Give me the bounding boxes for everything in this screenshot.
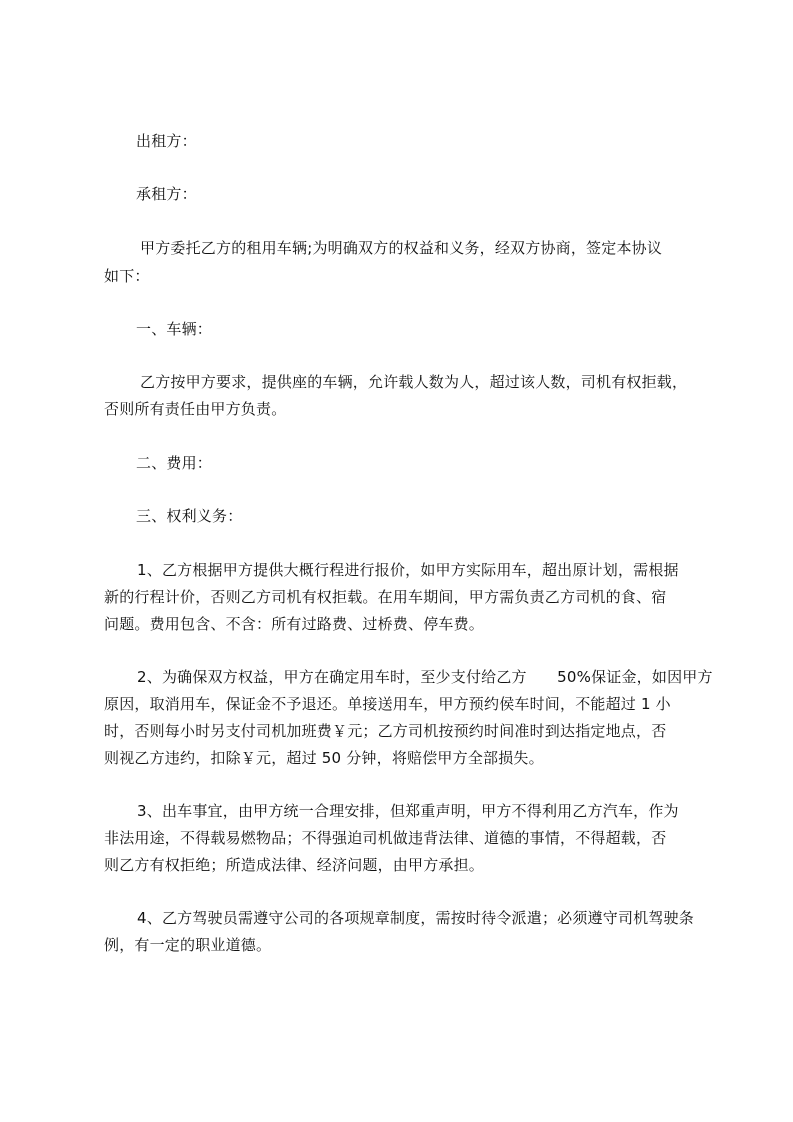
item2-line-4: 则视乙方违约，扣除￥元，超过 50 分钟，将赔偿甲方全部损失。	[104, 749, 544, 767]
item1-line-1: 1、乙方根据甲方提供大概行程进行报价，如甲方实际用车，超出原计划，需根据	[137, 561, 679, 579]
section1-heading: 一、车辆：	[136, 320, 213, 338]
item2-line-2: 原因，取消用车，保证金不予退还。单接送用车，甲方预约侯车时间，不能超过 1 小	[104, 695, 671, 713]
intro-line-1: 甲方委托乙方的租用车辆;为明确双方的权益和义务，经双方协商，签定本协议	[140, 239, 663, 257]
item1-line-2: 新的行程计价，否则乙方司机有权拒载。在用车期间，甲方需负责乙方司机的食、宿	[104, 588, 667, 606]
section2-heading: 二、费用：	[136, 454, 213, 472]
item1-line-3: 问题。费用包含、不含：所有过路费、过桥费、停车费。	[104, 615, 485, 633]
item2-line-1: 2、为确保双方权益，甲方在确定用车时，至少支付给乙方 50%保证金，如因甲方	[137, 668, 713, 686]
item4-line-1: 4、乙方驾驶员需遵守公司的各项规章制度，需按时待令派遣；必须遵守司机驾驶条	[137, 909, 694, 927]
section3-heading: 三、权利义务：	[136, 507, 243, 525]
item2-line-3: 时，否则每小时另支付司机加班费￥元；乙方司机按预约时间准时到达指定地点，否	[104, 722, 667, 740]
section1-line-1: 乙方按甲方要求，提供座的车辆，允许载人数为人，超过该人数，司机有权拒载，	[140, 373, 688, 391]
item3-line-3: 则乙方有权拒绝；所造成法律、经济问题，由甲方承担。	[104, 856, 485, 874]
item3-line-2: 非法用途，不得载易燃物品；不得强迫司机做违背法律、道德的事情，不得超载，否	[104, 829, 667, 847]
item4-line-2: 例，有一定的职业道德。	[104, 936, 272, 954]
intro-line-2: 如下：	[104, 267, 150, 285]
section1-line-2: 否则所有责任由甲方负责。	[104, 400, 287, 418]
item3-line-1: 3、出车事宜，由甲方统一合理安排，但郑重声明，甲方不得利用乙方汽车，作为	[137, 802, 679, 820]
lessor-label: 出租方：	[136, 132, 197, 150]
lessee-label: 承租方：	[136, 185, 197, 203]
